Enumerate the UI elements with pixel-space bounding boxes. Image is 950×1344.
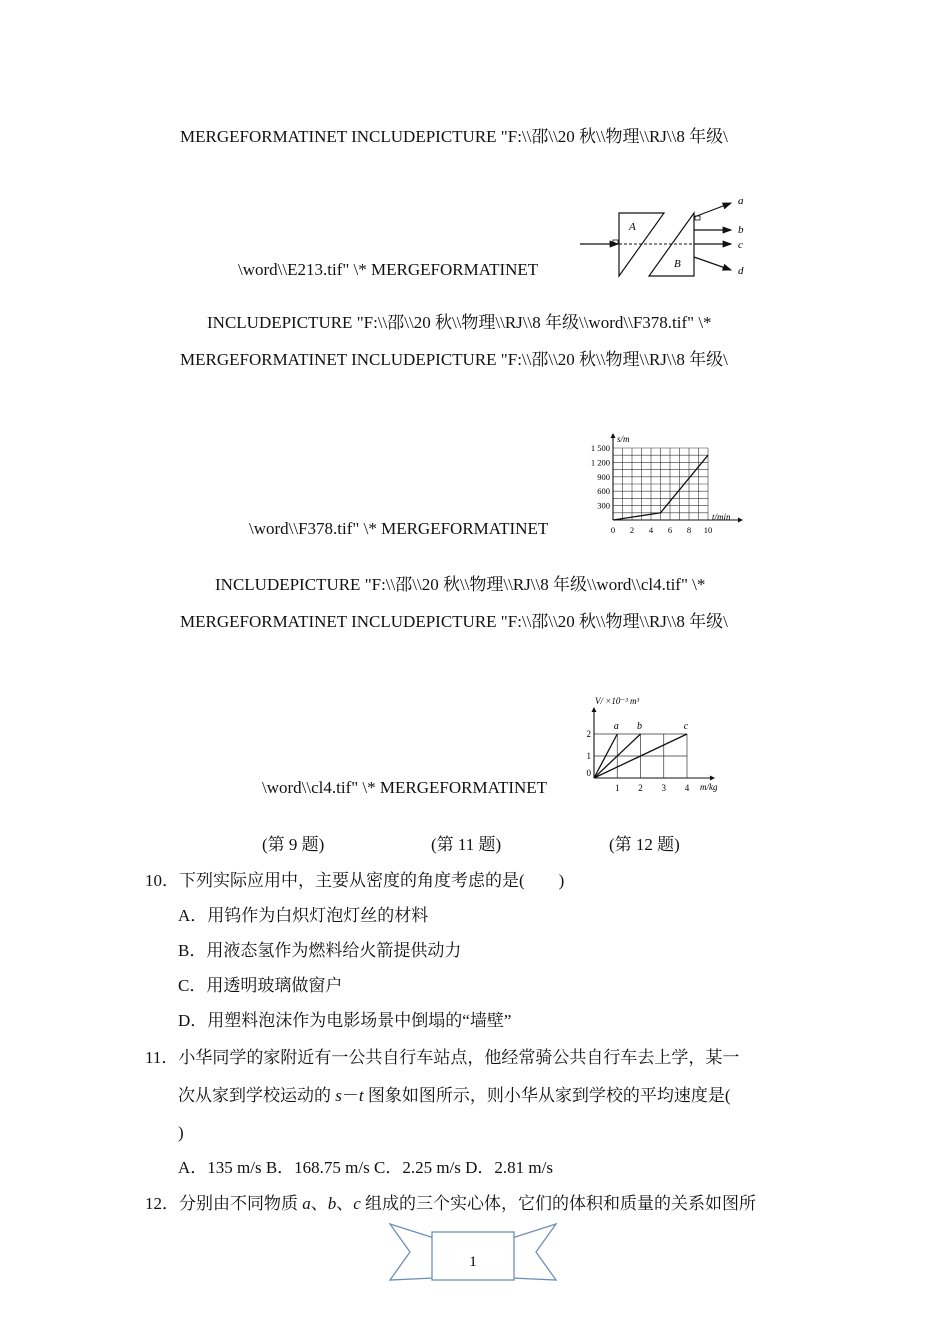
st-ytick-label: 300 xyxy=(597,500,610,511)
field-line-3: INCLUDEPICTURE "F:\\邵\\20 秋\\物理\\RJ\\8 年级\\word\\F378.tif" \* xyxy=(207,313,712,332)
st-ytick-label: 1 200 xyxy=(590,457,610,468)
field-line-5: \word\\F378.tif" \* MERGEFORMATINET xyxy=(249,519,549,538)
vm-series-label-a: a xyxy=(613,721,619,732)
vm-xtick-label: 1 xyxy=(615,783,620,793)
normal-mark-left xyxy=(613,240,618,244)
st-x-arrow xyxy=(738,518,743,523)
st-xticks xyxy=(611,525,712,535)
ray-label-c: c xyxy=(738,239,743,251)
st-xtick-label: 10 xyxy=(703,525,713,535)
vm-ytick-label: 1 xyxy=(586,751,591,761)
field-line-4: MERGEFORMATINET INCLUDEPICTURE "F:\\邵\\20 秋\\物理\\RJ\\8 年级\ xyxy=(180,350,728,369)
vm-lines xyxy=(594,721,689,778)
vm-x-arrow xyxy=(710,776,715,781)
page-number: 1 xyxy=(469,1254,477,1270)
q11-var-t: t xyxy=(358,1086,364,1105)
st-xtick-label: 6 xyxy=(667,525,673,535)
ray-a xyxy=(694,203,731,217)
q11-line-2-post: 图象如图所示，则小华从家到学校的平均速度是( xyxy=(363,1086,731,1105)
st-xtick-label: 2 xyxy=(629,525,635,535)
vm-yticks xyxy=(587,729,592,778)
vm-chart xyxy=(583,692,733,800)
q12-line-1 xyxy=(145,1193,756,1215)
q11-options: A．135 m/s B．168.75 m/s C．2.25 m/s D．2.81 m/s xyxy=(178,1158,553,1177)
vm-xtick-label: 3 xyxy=(661,783,666,793)
st-ytick-label: 600 xyxy=(597,486,610,497)
vm-xlabel: m/kg xyxy=(700,782,718,792)
caption-fig9: (第 9 题) xyxy=(262,835,325,854)
q12-post: 组成的三个实心体，它们的体积和质量的关系如图所 xyxy=(360,1194,757,1213)
vm-ytick-label: 0 xyxy=(586,768,591,778)
vm-ytick-label: 2 xyxy=(586,729,591,739)
q12-var-a: a xyxy=(302,1194,311,1213)
st-grid xyxy=(613,448,708,520)
q11-var-s: s xyxy=(335,1086,342,1105)
field-line-7: MERGEFORMATINET INCLUDEPICTURE "F:\\邵\\20 秋\\物理\\RJ\\8 年级\ xyxy=(180,612,728,631)
q11-dash: － xyxy=(341,1086,359,1105)
q11-line-3: ) xyxy=(178,1123,184,1142)
vm-series-label-b: b xyxy=(637,721,642,732)
page-number-ribbon xyxy=(388,1220,558,1286)
q12-var-c: c xyxy=(353,1194,361,1213)
q11-line-1: 11．小华同学的家附近有一公共自行车站点，他经常骑公共自行车去上学，某一 xyxy=(145,1048,740,1067)
st-xtick-label: 0 xyxy=(610,525,616,535)
q11-line-2-pre: 次从家到学校运动的 xyxy=(178,1086,336,1105)
q11-line-2 xyxy=(178,1085,731,1107)
q12-pre: 12．分别由不同物质 xyxy=(145,1194,303,1213)
st-axes xyxy=(611,433,744,523)
st-ylabel: s/m xyxy=(617,434,630,444)
st-xlabel: t/min xyxy=(712,512,731,522)
q10-option-c: C．用透明玻璃做窗户 xyxy=(178,976,343,995)
vm-xtick-label: 2 xyxy=(638,783,643,793)
st-xtick-label: 8 xyxy=(686,525,692,535)
q10-option-a: A．用钨作为白炽灯泡灯丝的材料 xyxy=(178,906,429,925)
st-xtick-label: 4 xyxy=(648,525,654,535)
vm-xtick-label: 4 xyxy=(684,783,690,793)
ribbon-right-tail xyxy=(512,1224,556,1280)
field-line-8: \word\\cl4.tif" \* MERGEFORMATINET xyxy=(262,778,548,797)
st-yticks xyxy=(591,443,610,511)
label-a-prism: A xyxy=(629,221,636,233)
st-ytick-label: 900 xyxy=(597,471,610,482)
ribbon-left-tail xyxy=(390,1224,434,1280)
q10-option-b: B．用液态氢作为燃料给火箭提供动力 xyxy=(178,941,462,960)
q10-option-d: D．用塑料泡沫作为电影场景中倒塌的“墙壁” xyxy=(178,1011,512,1030)
q12-sep-2: 、 xyxy=(336,1194,354,1213)
label-b-prism: B xyxy=(674,258,681,270)
vm-xticks xyxy=(615,783,690,793)
q10-stem: 10．下列实际应用中，主要从密度的角度考虑的是( ) xyxy=(145,871,565,890)
vm-y-arrow xyxy=(592,707,597,712)
vm-axes xyxy=(592,707,716,781)
st-ytick-label: 1 500 xyxy=(590,443,610,453)
caption-fig12: (第 12 题) xyxy=(609,835,680,854)
q12-var-b: b xyxy=(327,1194,337,1213)
prism-diagram xyxy=(576,188,756,288)
vm-ylabel: V/ ×10⁻³ m³ xyxy=(595,696,640,706)
field-line-2: \word\\E213.tif" \* MERGEFORMATINET xyxy=(238,260,539,279)
field-line-1: MERGEFORMATINET INCLUDEPICTURE "F:\\邵\\20 秋\\物理\\RJ\\8 年级\ xyxy=(180,127,728,146)
ray-label-a: a xyxy=(738,195,744,207)
ray-label-b: b xyxy=(738,224,744,236)
st-y-arrow xyxy=(611,433,616,438)
vm-series-label-c: c xyxy=(683,721,689,732)
ray-d xyxy=(694,257,731,270)
st-chart xyxy=(580,432,745,544)
field-line-6: INCLUDEPICTURE "F:\\邵\\20 秋\\物理\\RJ\\8 年级\\word\\cl4.tif" \* xyxy=(215,575,706,594)
ray-label-d: d xyxy=(738,265,744,277)
q12-sep-1: 、 xyxy=(310,1194,328,1213)
caption-fig11: (第 11 题) xyxy=(431,835,502,854)
